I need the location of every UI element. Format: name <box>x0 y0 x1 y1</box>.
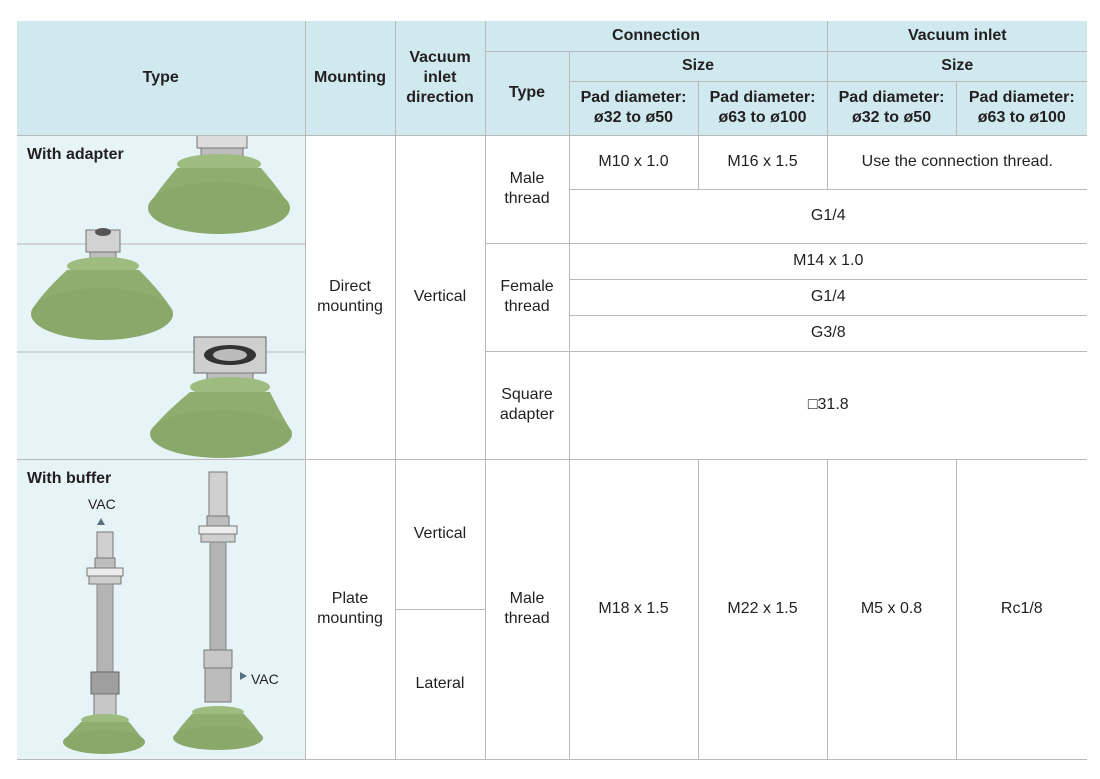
adapter-direction: Vertical <box>395 135 485 459</box>
header-connection: Connection <box>485 21 827 51</box>
header-mounting: Mounting <box>305 21 395 135</box>
adapter-mounting: Direct mounting <box>305 135 395 459</box>
buffer-vertical-image <box>63 518 145 754</box>
header-inlet-size: Size <box>827 51 1087 81</box>
pad-male-thread-image <box>148 136 290 234</box>
pad-female-thread-image <box>31 228 173 340</box>
header-type: Type <box>17 21 305 135</box>
adapter-female-g38: G3/8 <box>569 315 1087 351</box>
buffer-pads-image <box>17 460 305 760</box>
adapter-female-m14: M14 x 1.0 <box>569 243 1087 279</box>
adapter-male-thread: Male thread <box>485 135 569 243</box>
buffer-lateral-image <box>173 472 263 750</box>
header-connection-pad-large: Pad diameter: ø63 to ø100 <box>698 81 827 135</box>
vac-arrow-up-icon <box>97 518 105 525</box>
adapter-male-small: M10 x 1.0 <box>569 135 698 189</box>
adapter-male-large: M16 x 1.5 <box>698 135 827 189</box>
vac-label-top: VAC <box>88 495 116 512</box>
with-adapter-label: With adapter <box>27 145 124 163</box>
adapter-square-value: □31.8 <box>569 351 1087 459</box>
buffer-connection-small: M18 x 1.5 <box>569 459 698 759</box>
spec-table-container <box>17 21 1087 760</box>
pad-square-adapter-image <box>150 337 292 458</box>
buffer-mounting: Plate mounting <box>305 459 395 759</box>
with-adapter-cell <box>17 135 305 459</box>
buffer-connection-type: Male thread <box>485 459 569 759</box>
with-buffer-label: With buffer <box>27 469 112 487</box>
header-connection-type: Type <box>485 51 569 135</box>
buffer-inlet-small: M5 x 0.8 <box>827 459 956 759</box>
header-inlet-pad-large: Pad diameter: ø63 to ø100 <box>956 81 1087 135</box>
header-connection-size: Size <box>569 51 827 81</box>
with-buffer-cell <box>17 459 305 759</box>
adapter-female-g14: G1/4 <box>569 279 1087 315</box>
header-vacuum-inlet: Vacuum inlet <box>827 21 1087 51</box>
vac-label-side: VAC <box>251 670 279 687</box>
header-inlet-pad-small: Pad diameter: ø32 to ø50 <box>827 81 956 135</box>
buffer-direction-lateral: Lateral <box>395 609 485 759</box>
adapter-square-adapter: Square adapter <box>485 351 569 459</box>
buffer-direction-vertical: Vertical <box>395 459 485 609</box>
vacuum-pad-spec-table <box>17 21 1087 760</box>
header-connection-pad-small: Pad diameter: ø32 to ø50 <box>569 81 698 135</box>
adapter-female-thread: Female thread <box>485 243 569 351</box>
vac-arrow-right-icon <box>240 672 247 680</box>
adapter-pads-image <box>17 136 305 460</box>
buffer-inlet-large: Rc1/8 <box>956 459 1087 759</box>
header-vacuum-inlet-direction: Vacuum inlet direction <box>395 21 485 135</box>
adapter-use-connection-thread: Use the connection thread. <box>827 135 1087 189</box>
buffer-connection-large: M22 x 1.5 <box>698 459 827 759</box>
adapter-male-g14: G1/4 <box>569 189 1087 243</box>
